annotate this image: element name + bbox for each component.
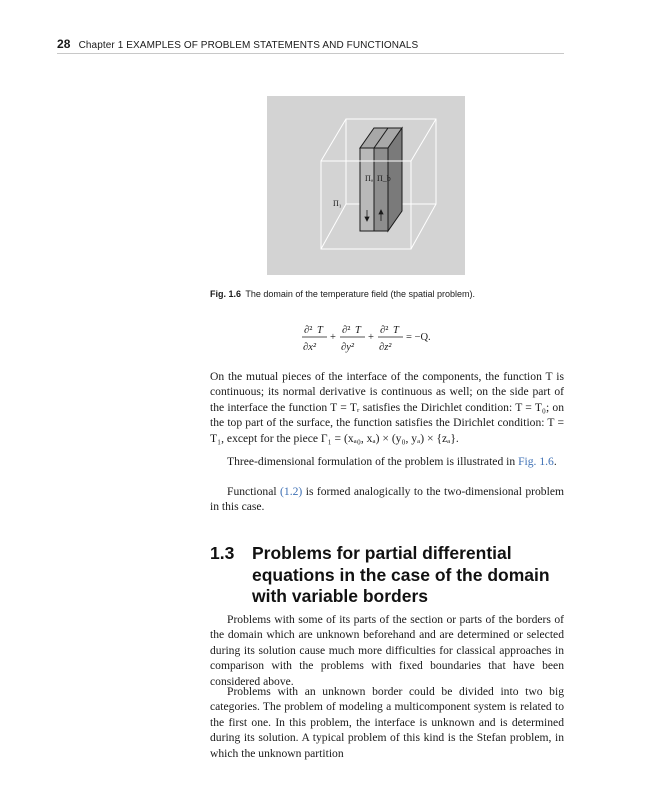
eq-rhs: = −Q. xyxy=(406,332,431,343)
figure-caption xyxy=(210,289,570,299)
eq-numerator-x-d: ∂² xyxy=(304,325,313,336)
paragraph-1-text: On the mutual pieces of the interface of the components, the function T is continuous; its normal derivative is continuous as well; on the side part of the interface the function T = Tᵣ satisfies the Dirichlet condition: T = T₀; on the top part of the surface, the function satisfies the Dirichlet condition: T = T₁, except for the piece Γ₁ = (xₐ₀, xₐ) × (y₀, yₐ) × {zₐ}. xyxy=(210,370,564,445)
figure-reference-link[interactable]: Fig. 1.6 xyxy=(518,455,554,468)
caption-text: The domain of the temperature field (the spatial problem). xyxy=(245,289,475,299)
eq-denominator-z: ∂z² xyxy=(379,342,392,353)
caption-label: Fig. 1.6 xyxy=(210,289,242,299)
label-pi-b: Π_b xyxy=(377,174,391,183)
eq-plus-2: + xyxy=(368,332,374,343)
paragraph-categories xyxy=(210,684,564,761)
paragraph-4-text: Problems with some of its parts of the section or parts of the borders of the domain which are unknown beforehand and are determined or selected during its solution cause much more difficulties for classical approaches in comparison with the problems with fixed boundaries that have been considered above. xyxy=(210,613,564,688)
label-pi1: Π₁ xyxy=(333,199,342,208)
domain-diagram xyxy=(267,96,465,275)
paragraph-unknown-borders xyxy=(210,612,564,689)
equation-reference-link[interactable]: (1.2) xyxy=(280,485,303,498)
eq-denominator-x: ∂x² xyxy=(303,342,316,353)
running-title: Chapter 1 EXAMPLES OF PROBLEM STATEMENTS AND FUNCTIONALS xyxy=(78,40,419,51)
paragraph-boundary-conditions xyxy=(210,369,564,446)
paragraph-functional xyxy=(210,484,564,515)
paragraph-2-text: Three-dimensional formulation of the problem is illustrated in xyxy=(227,455,516,468)
paragraph-3-text-end: is formed analogically to the two-dimensional problem in this case. xyxy=(210,485,564,514)
outer-cube-edge xyxy=(321,204,346,249)
running-header xyxy=(57,37,564,51)
label-pi-a: Πₐ xyxy=(365,174,373,183)
eq-numerator-z-d: ∂² xyxy=(380,325,389,336)
page-number: 28 xyxy=(57,37,71,51)
eq-numerator-y-d: ∂² xyxy=(342,325,351,336)
figure-1-6 xyxy=(267,96,465,275)
outer-cube-edge xyxy=(321,119,346,161)
eq-numerator-x-t: T xyxy=(317,325,323,336)
paragraph-5-text: Problems with an unknown border could be divided into two big categories. The problem of modeling a multicomponent system is related to the first one. In this problem, the interface is unknown and is determined during its solution. A typical problem of this kind is the Stefan problem, in which the unknown partition xyxy=(210,685,564,760)
section-number: 1.3 xyxy=(210,543,235,563)
eq-numerator-y-t: T xyxy=(355,325,361,336)
paragraph-2-end: . xyxy=(553,455,557,468)
section-title: Problems for partial differential equations in the case of the domain with variable borders xyxy=(252,543,550,606)
outer-cube-edge xyxy=(411,204,436,249)
paragraph-3d-formulation xyxy=(210,454,564,469)
heat-equation xyxy=(300,320,460,360)
header-rule xyxy=(57,53,564,54)
outer-cube-edge xyxy=(411,119,436,161)
paragraph-3-text-start: Functional xyxy=(227,485,277,498)
eq-plus-1: + xyxy=(330,332,336,343)
eq-numerator-z-t: T xyxy=(393,325,399,336)
eq-denominator-y: ∂y² xyxy=(341,342,354,353)
